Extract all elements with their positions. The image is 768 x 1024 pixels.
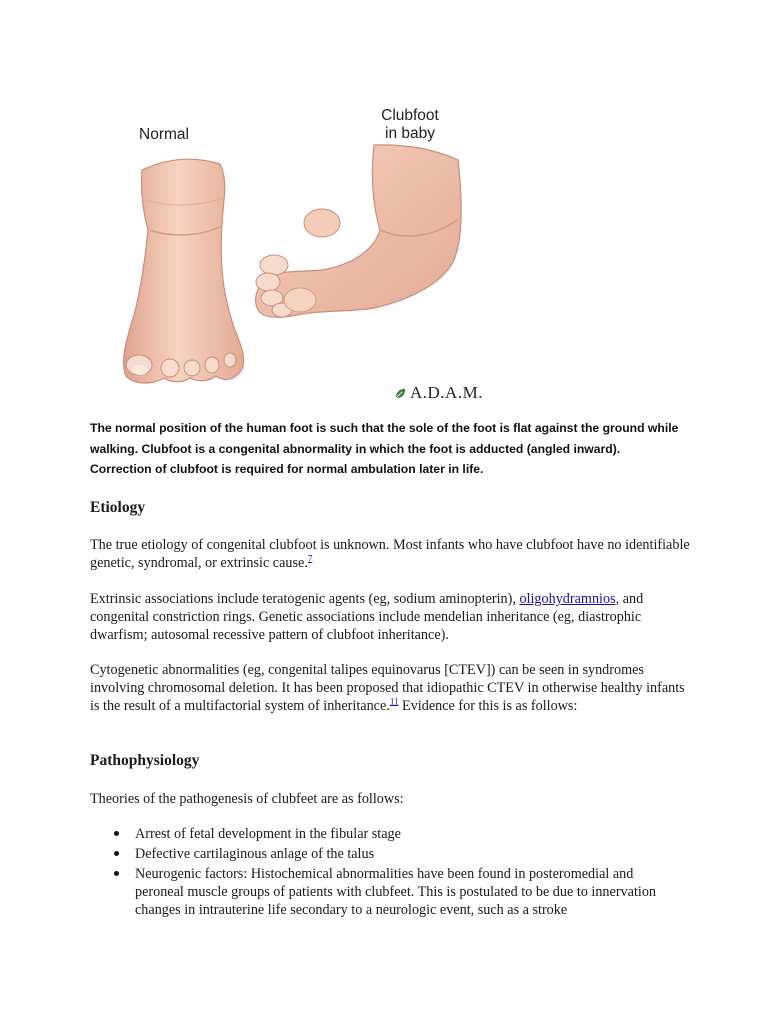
oligohydramnios-link[interactable]: oligohydramnios: [519, 591, 616, 607]
etiology-p3-after: Evidence for this is as follows:: [398, 698, 578, 714]
pathophysiology-intro: Theories of the pathogenesis of clubfeet are as follows:: [90, 791, 404, 807]
figure-caption: The normal position of the human foot is such that the sole of the foot is flat against the ground while walking. Clubfoot is a congenital abnormality in which the foot is adducted (angled inward). Correction of clubfoot is required for normal ambulation later in life.: [90, 421, 679, 476]
etiology-paragraph-1: [90, 536, 690, 572]
etiology-p3-before: Cytogenetic abnormalities (eg, congenital talipes equinovarus [CTEV]) can be seen in syndromes involving chromosomal deletion. It has been proposed that idiopathic CTEV in otherwise healthy infants is the result of a multifactorial system of inheritance.: [90, 662, 685, 714]
clubfoot-label-line2: in baby: [385, 125, 435, 142]
pathophysiology-heading: Pathophysiology: [90, 752, 200, 769]
clubfoot: [256, 145, 462, 317]
etiology-paragraph-3: [90, 661, 690, 715]
list-item: Defective cartilaginous anlage of the talus: [135, 845, 675, 863]
theories-list: [90, 825, 735, 921]
normal-label: Normal: [139, 126, 189, 143]
etiology-p2-after: , and congenital constriction rings. Genetic associations include mendelian inheritance (eg, diastrophic dwarfism; autosomal recessive pattern of clubfoot inheritance).: [90, 591, 644, 643]
list-item: Neurogenic factors: Histochemical abnormalities have been found in posteromedial and peroneal muscle groups of patients with clubfeet. This is postulated to be due to innervation changes in intrauterine life secondary to a neurologic event, such as a stroke: [135, 865, 675, 919]
clubfoot-label: [370, 107, 450, 143]
leaf-icon: [394, 387, 407, 400]
reference-link-7[interactable]: 7: [307, 553, 313, 564]
etiology-heading: Etiology: [90, 499, 146, 516]
list-item: Arrest of fetal development in the fibular stage: [135, 825, 675, 843]
clubfoot-label-line1: Clubfoot: [381, 107, 439, 124]
etiology-paragraph-2: [90, 590, 690, 644]
feet-drawing: [112, 100, 482, 405]
etiology-p2-before: Extrinsic associations include teratogenic agents (eg, sodium aminopterin),: [90, 591, 520, 607]
clubfoot-illustration: [112, 100, 482, 405]
normal-foot: [124, 159, 244, 383]
etiology-p1-text: The true etiology of congenital clubfoot is unknown. Most infants who have clubfoot have no identifiable genetic, syndromal, or extrinsic cause.: [90, 537, 690, 571]
adam-logo: [394, 383, 483, 403]
adam-logo-text: A.D.A.M.: [410, 383, 483, 402]
reference-link-11[interactable]: 11: [389, 696, 399, 707]
